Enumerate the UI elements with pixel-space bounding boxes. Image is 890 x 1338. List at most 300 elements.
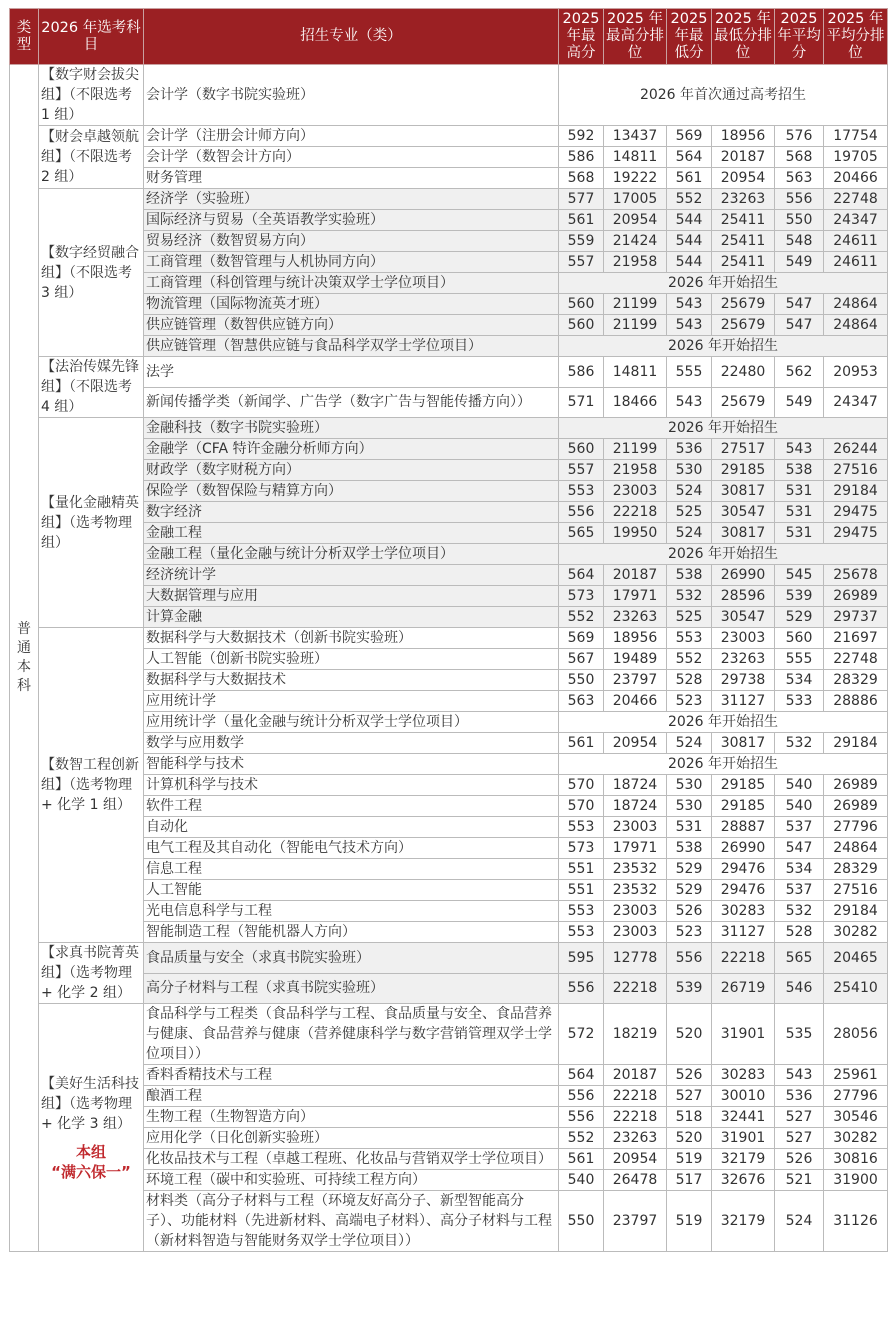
avg-score-cell: 562 bbox=[775, 357, 824, 388]
group-name-cell bbox=[39, 628, 144, 943]
table-row bbox=[10, 189, 888, 210]
max-rank-cell: 20954 bbox=[604, 210, 667, 231]
major-cell: 人工智能 bbox=[144, 880, 559, 901]
max-score-cell: 592 bbox=[559, 126, 604, 147]
min-score-cell: 538 bbox=[667, 565, 712, 586]
avg-rank-cell: 31126 bbox=[824, 1191, 888, 1252]
avg-score-cell: 539 bbox=[775, 586, 824, 607]
min-rank-cell: 20954 bbox=[712, 168, 775, 189]
avg-score-cell: 546 bbox=[775, 973, 824, 1004]
min-rank-cell: 28887 bbox=[712, 817, 775, 838]
min-rank-cell: 26990 bbox=[712, 838, 775, 859]
header-major: 招生专业（类） bbox=[144, 9, 559, 65]
max-rank-cell: 23532 bbox=[604, 880, 667, 901]
avg-rank-cell: 29475 bbox=[824, 502, 888, 523]
major-cell: 财政学（数字财税方向） bbox=[144, 460, 559, 481]
avg-rank-cell: 30816 bbox=[824, 1149, 888, 1170]
max-score-cell: 553 bbox=[559, 922, 604, 943]
major-cell: 会计学（注册会计师方向） bbox=[144, 126, 559, 147]
avg-rank-cell: 27796 bbox=[824, 817, 888, 838]
avg-rank-cell: 26989 bbox=[824, 586, 888, 607]
header-avg-rank: 2025 年平均分排位 bbox=[824, 9, 888, 65]
min-score-cell: 520 bbox=[667, 1128, 712, 1149]
min-score-cell: 517 bbox=[667, 1170, 712, 1191]
max-score-cell: 550 bbox=[559, 1191, 604, 1252]
max-score-cell: 560 bbox=[559, 439, 604, 460]
avg-score-cell: 549 bbox=[775, 387, 824, 418]
avg-score-cell: 531 bbox=[775, 502, 824, 523]
group-name-cell bbox=[39, 1004, 144, 1252]
min-score-cell: 543 bbox=[667, 294, 712, 315]
avg-rank-cell: 24347 bbox=[824, 387, 888, 418]
avg-rank-cell: 29184 bbox=[824, 901, 888, 922]
max-score-cell: 552 bbox=[559, 1128, 604, 1149]
avg-score-cell: 547 bbox=[775, 315, 824, 336]
max-rank-cell: 20954 bbox=[604, 733, 667, 754]
min-score-cell: 524 bbox=[667, 523, 712, 544]
min-rank-cell: 29185 bbox=[712, 775, 775, 796]
major-cell: 金融科技（数字书院实验班） bbox=[144, 418, 559, 439]
max-rank-cell: 13437 bbox=[604, 126, 667, 147]
note-cell: 2026 年开始招生 bbox=[559, 336, 888, 357]
max-rank-cell: 18466 bbox=[604, 387, 667, 418]
major-cell: 金融学（CFA 特许金融分析师方向） bbox=[144, 439, 559, 460]
min-score-cell: 543 bbox=[667, 387, 712, 418]
avg-score-cell: 533 bbox=[775, 691, 824, 712]
min-rank-cell: 22218 bbox=[712, 943, 775, 974]
min-score-cell: 544 bbox=[667, 210, 712, 231]
max-score-cell: 595 bbox=[559, 943, 604, 974]
min-score-cell: 564 bbox=[667, 147, 712, 168]
table-row bbox=[10, 943, 888, 974]
max-score-cell: 572 bbox=[559, 1004, 604, 1065]
max-score-cell: 586 bbox=[559, 357, 604, 388]
max-score-cell: 561 bbox=[559, 210, 604, 231]
max-score-cell: 551 bbox=[559, 880, 604, 901]
avg-score-cell: 547 bbox=[775, 294, 824, 315]
major-cell: 贸易经济（数智贸易方向） bbox=[144, 231, 559, 252]
major-cell: 计算金融 bbox=[144, 607, 559, 628]
min-score-cell: 519 bbox=[667, 1191, 712, 1252]
avg-rank-cell: 27516 bbox=[824, 460, 888, 481]
major-cell: 经济学（实验班） bbox=[144, 189, 559, 210]
max-rank-cell: 23532 bbox=[604, 859, 667, 880]
avg-score-cell: 560 bbox=[775, 628, 824, 649]
min-rank-cell: 30010 bbox=[712, 1086, 775, 1107]
group-name-cell bbox=[39, 189, 144, 357]
table-row bbox=[10, 1004, 888, 1065]
min-rank-cell: 30547 bbox=[712, 502, 775, 523]
avg-score-cell: 538 bbox=[775, 460, 824, 481]
avg-rank-cell: 26989 bbox=[824, 775, 888, 796]
avg-rank-cell: 25961 bbox=[824, 1065, 888, 1086]
min-rank-cell: 30817 bbox=[712, 481, 775, 502]
avg-score-cell: 537 bbox=[775, 817, 824, 838]
min-rank-cell: 32441 bbox=[712, 1107, 775, 1128]
max-score-cell: 573 bbox=[559, 838, 604, 859]
min-score-cell: 528 bbox=[667, 670, 712, 691]
avg-score-cell: 534 bbox=[775, 670, 824, 691]
avg-rank-cell: 22748 bbox=[824, 189, 888, 210]
max-rank-cell: 22218 bbox=[604, 1107, 667, 1128]
max-score-cell: 577 bbox=[559, 189, 604, 210]
avg-score-cell: 532 bbox=[775, 901, 824, 922]
major-cell: 供应链管理（数智供应链方向） bbox=[144, 315, 559, 336]
avg-rank-cell: 25410 bbox=[824, 973, 888, 1004]
group-name: 【数字经贸融合组】（不限选考 3 组） bbox=[41, 244, 139, 301]
min-score-cell: 526 bbox=[667, 1065, 712, 1086]
header-max-rank: 2025 年最高分排位 bbox=[604, 9, 667, 65]
avg-score-cell: 531 bbox=[775, 523, 824, 544]
avg-rank-cell: 27796 bbox=[824, 1086, 888, 1107]
max-rank-cell: 18724 bbox=[604, 796, 667, 817]
min-score-cell: 529 bbox=[667, 880, 712, 901]
avg-rank-cell: 30282 bbox=[824, 1128, 888, 1149]
min-score-cell: 524 bbox=[667, 733, 712, 754]
max-score-cell: 556 bbox=[559, 1107, 604, 1128]
avg-score-cell: 540 bbox=[775, 796, 824, 817]
min-score-cell: 555 bbox=[667, 357, 712, 388]
table-row bbox=[10, 126, 888, 147]
min-rank-cell: 23263 bbox=[712, 649, 775, 670]
avg-rank-cell: 24864 bbox=[824, 838, 888, 859]
major-cell: 酿酒工程 bbox=[144, 1086, 559, 1107]
min-rank-cell: 27517 bbox=[712, 439, 775, 460]
min-rank-cell: 29738 bbox=[712, 670, 775, 691]
min-rank-cell: 29476 bbox=[712, 880, 775, 901]
max-score-cell: 550 bbox=[559, 670, 604, 691]
max-rank-cell: 26478 bbox=[604, 1170, 667, 1191]
min-score-cell: 544 bbox=[667, 231, 712, 252]
avg-score-cell: 543 bbox=[775, 1065, 824, 1086]
avg-rank-cell: 20465 bbox=[824, 943, 888, 974]
group-name-cell bbox=[39, 126, 144, 189]
group-name: 【求真书院菁英组】（选考物理 + 化学 2 组） bbox=[41, 945, 139, 1001]
avg-score-cell: 532 bbox=[775, 733, 824, 754]
avg-rank-cell: 31900 bbox=[824, 1170, 888, 1191]
avg-rank-cell: 22748 bbox=[824, 649, 888, 670]
avg-rank-cell: 27516 bbox=[824, 880, 888, 901]
max-score-cell: 563 bbox=[559, 691, 604, 712]
max-score-cell: 570 bbox=[559, 796, 604, 817]
note-cell: 2026 年开始招生 bbox=[559, 712, 888, 733]
avg-score-cell: 565 bbox=[775, 943, 824, 974]
min-rank-cell: 25679 bbox=[712, 387, 775, 418]
major-cell: 自动化 bbox=[144, 817, 559, 838]
min-score-cell: 569 bbox=[667, 126, 712, 147]
min-rank-cell: 30817 bbox=[712, 733, 775, 754]
group-name: 【数智工程创新组】（选考物理 + 化学 1 组） bbox=[41, 757, 139, 813]
max-score-cell: 560 bbox=[559, 315, 604, 336]
max-score-cell: 556 bbox=[559, 502, 604, 523]
max-rank-cell: 23003 bbox=[604, 817, 667, 838]
min-score-cell: 518 bbox=[667, 1107, 712, 1128]
min-rank-cell: 32676 bbox=[712, 1170, 775, 1191]
header-min-score: 2025 年最低分 bbox=[667, 9, 712, 65]
group-badge-line: 本组 bbox=[75, 1142, 106, 1161]
min-rank-cell: 31901 bbox=[712, 1128, 775, 1149]
avg-rank-cell: 29737 bbox=[824, 607, 888, 628]
avg-rank-cell: 26989 bbox=[824, 796, 888, 817]
max-score-cell: 557 bbox=[559, 460, 604, 481]
major-cell: 光电信息科学与工程 bbox=[144, 901, 559, 922]
min-score-cell: 531 bbox=[667, 817, 712, 838]
max-score-cell: 553 bbox=[559, 901, 604, 922]
avg-score-cell: 527 bbox=[775, 1128, 824, 1149]
avg-score-cell: 521 bbox=[775, 1170, 824, 1191]
avg-score-cell: 536 bbox=[775, 1086, 824, 1107]
max-rank-cell: 20466 bbox=[604, 691, 667, 712]
major-cell: 新闻传播学类（新闻学、广告学（数字广告与智能传播方向）） bbox=[144, 387, 559, 418]
max-rank-cell: 22218 bbox=[604, 502, 667, 523]
max-score-cell: 552 bbox=[559, 607, 604, 628]
min-score-cell: 529 bbox=[667, 859, 712, 880]
max-rank-cell: 19489 bbox=[604, 649, 667, 670]
avg-score-cell: 576 bbox=[775, 126, 824, 147]
max-rank-cell: 21199 bbox=[604, 294, 667, 315]
max-rank-cell: 22218 bbox=[604, 973, 667, 1004]
min-rank-cell: 31901 bbox=[712, 1004, 775, 1065]
max-rank-cell: 18956 bbox=[604, 628, 667, 649]
major-cell: 应用统计学 bbox=[144, 691, 559, 712]
min-score-cell: 543 bbox=[667, 315, 712, 336]
max-score-cell: 568 bbox=[559, 168, 604, 189]
group-name: 【财会卓越领航组】（不限选考 2 组） bbox=[41, 129, 139, 185]
max-rank-cell: 17971 bbox=[604, 838, 667, 859]
major-cell: 数学与应用数学 bbox=[144, 733, 559, 754]
group-name-cell bbox=[39, 357, 144, 418]
max-score-cell: 556 bbox=[559, 973, 604, 1004]
major-cell: 软件工程 bbox=[144, 796, 559, 817]
max-score-cell: 564 bbox=[559, 1065, 604, 1086]
header-min-rank: 2025 年最低分排位 bbox=[712, 9, 775, 65]
major-cell: 会计学（数智会计方向） bbox=[144, 147, 559, 168]
major-cell: 信息工程 bbox=[144, 859, 559, 880]
min-score-cell: 523 bbox=[667, 691, 712, 712]
min-rank-cell: 25679 bbox=[712, 315, 775, 336]
min-score-cell: 525 bbox=[667, 607, 712, 628]
avg-rank-cell: 21697 bbox=[824, 628, 888, 649]
min-rank-cell: 18956 bbox=[712, 126, 775, 147]
note-cell: 2026 年开始招生 bbox=[559, 273, 888, 294]
min-rank-cell: 30283 bbox=[712, 1065, 775, 1086]
avg-score-cell: 534 bbox=[775, 859, 824, 880]
max-score-cell: 586 bbox=[559, 147, 604, 168]
max-rank-cell: 20187 bbox=[604, 1065, 667, 1086]
avg-score-cell: 528 bbox=[775, 922, 824, 943]
group-badge bbox=[41, 1142, 141, 1182]
major-cell: 法学 bbox=[144, 357, 559, 388]
avg-rank-cell: 17754 bbox=[824, 126, 888, 147]
max-rank-cell: 21424 bbox=[604, 231, 667, 252]
avg-rank-cell: 29184 bbox=[824, 733, 888, 754]
avg-score-cell: 545 bbox=[775, 565, 824, 586]
max-rank-cell: 18724 bbox=[604, 775, 667, 796]
min-score-cell: 561 bbox=[667, 168, 712, 189]
max-rank-cell: 21199 bbox=[604, 439, 667, 460]
table-row bbox=[10, 65, 888, 126]
header-avg-score: 2025 年平均分 bbox=[775, 9, 824, 65]
major-cell: 会计学（数字书院实验班） bbox=[144, 65, 559, 126]
min-score-cell: 536 bbox=[667, 439, 712, 460]
min-score-cell: 524 bbox=[667, 481, 712, 502]
group-name-cell bbox=[39, 418, 144, 628]
major-cell: 金融工程 bbox=[144, 523, 559, 544]
min-score-cell: 552 bbox=[667, 649, 712, 670]
avg-score-cell: 543 bbox=[775, 439, 824, 460]
major-cell: 经济统计学 bbox=[144, 565, 559, 586]
max-score-cell: 560 bbox=[559, 294, 604, 315]
major-cell: 环境工程（碳中和实验班、可持续工程方向） bbox=[144, 1170, 559, 1191]
group-name: 【法治传媒先锋组】（不限选考 4 组） bbox=[41, 359, 139, 415]
min-rank-cell: 29476 bbox=[712, 859, 775, 880]
max-score-cell: 556 bbox=[559, 1086, 604, 1107]
avg-rank-cell: 19705 bbox=[824, 147, 888, 168]
avg-rank-cell: 24864 bbox=[824, 315, 888, 336]
max-rank-cell: 22218 bbox=[604, 1086, 667, 1107]
max-score-cell: 567 bbox=[559, 649, 604, 670]
avg-score-cell: 550 bbox=[775, 210, 824, 231]
max-score-cell: 561 bbox=[559, 733, 604, 754]
min-rank-cell: 28596 bbox=[712, 586, 775, 607]
header-max-score: 2025 年最高分 bbox=[559, 9, 604, 65]
min-rank-cell: 30817 bbox=[712, 523, 775, 544]
avg-rank-cell: 24611 bbox=[824, 252, 888, 273]
admission-table-wrapper bbox=[9, 8, 887, 1252]
major-cell: 数据科学与大数据技术（创新书院实验班） bbox=[144, 628, 559, 649]
major-cell: 食品科学与工程类（食品科学与工程、食品质量与安全、食品营养与健康、食品营养与健康（营养健康科学与数字营销管理双学士学位项目）） bbox=[144, 1004, 559, 1065]
note-cell: 2026 年开始招生 bbox=[559, 544, 888, 565]
major-cell: 高分子材料与工程（求真书院实验班） bbox=[144, 973, 559, 1004]
group-name-cell bbox=[39, 943, 144, 1004]
avg-score-cell: 537 bbox=[775, 880, 824, 901]
max-rank-cell: 23003 bbox=[604, 922, 667, 943]
type-cell: 普通本科 bbox=[10, 65, 39, 1252]
min-score-cell: 538 bbox=[667, 838, 712, 859]
avg-rank-cell: 25678 bbox=[824, 565, 888, 586]
max-rank-cell: 23263 bbox=[604, 607, 667, 628]
min-rank-cell: 32179 bbox=[712, 1191, 775, 1252]
min-rank-cell: 22480 bbox=[712, 357, 775, 388]
major-cell: 智能科学与技术 bbox=[144, 754, 559, 775]
min-score-cell: 530 bbox=[667, 460, 712, 481]
major-cell: 保险学（数智保险与精算方向） bbox=[144, 481, 559, 502]
avg-score-cell: 535 bbox=[775, 1004, 824, 1065]
major-cell: 数字经济 bbox=[144, 502, 559, 523]
min-score-cell: 526 bbox=[667, 901, 712, 922]
max-rank-cell: 23797 bbox=[604, 670, 667, 691]
min-score-cell: 530 bbox=[667, 775, 712, 796]
major-cell: 应用统计学（量化金融与统计分析双学士学位项目） bbox=[144, 712, 559, 733]
max-score-cell: 553 bbox=[559, 817, 604, 838]
major-cell: 智能制造工程（智能机器人方向） bbox=[144, 922, 559, 943]
major-cell: 工商管理（科创管理与统计决策双学士学位项目） bbox=[144, 273, 559, 294]
major-cell: 供应链管理（智慧供应链与食品科学双学士学位项目） bbox=[144, 336, 559, 357]
avg-rank-cell: 28329 bbox=[824, 859, 888, 880]
max-rank-cell: 23797 bbox=[604, 1191, 667, 1252]
max-score-cell: 570 bbox=[559, 775, 604, 796]
avg-score-cell: 527 bbox=[775, 1107, 824, 1128]
min-score-cell: 556 bbox=[667, 943, 712, 974]
min-rank-cell: 32179 bbox=[712, 1149, 775, 1170]
avg-score-cell: 526 bbox=[775, 1149, 824, 1170]
min-score-cell: 523 bbox=[667, 922, 712, 943]
min-rank-cell: 26990 bbox=[712, 565, 775, 586]
major-cell: 数据科学与大数据技术 bbox=[144, 670, 559, 691]
table-body bbox=[10, 65, 888, 1252]
min-rank-cell: 25411 bbox=[712, 210, 775, 231]
header-type: 类型 bbox=[10, 9, 39, 65]
min-rank-cell: 31127 bbox=[712, 922, 775, 943]
max-score-cell: 540 bbox=[559, 1170, 604, 1191]
avg-rank-cell: 24864 bbox=[824, 294, 888, 315]
min-score-cell: 553 bbox=[667, 628, 712, 649]
max-rank-cell: 19222 bbox=[604, 168, 667, 189]
major-cell: 生物工程（生物智造方向） bbox=[144, 1107, 559, 1128]
avg-score-cell: 547 bbox=[775, 838, 824, 859]
max-rank-cell: 21199 bbox=[604, 315, 667, 336]
min-score-cell: 552 bbox=[667, 189, 712, 210]
max-rank-cell: 20954 bbox=[604, 1149, 667, 1170]
min-rank-cell: 30547 bbox=[712, 607, 775, 628]
group-badge-line: “满六保一” bbox=[51, 1162, 131, 1181]
max-rank-cell: 18219 bbox=[604, 1004, 667, 1065]
avg-rank-cell: 26244 bbox=[824, 439, 888, 460]
max-rank-cell: 19950 bbox=[604, 523, 667, 544]
max-score-cell: 571 bbox=[559, 387, 604, 418]
avg-rank-cell: 29475 bbox=[824, 523, 888, 544]
max-rank-cell: 23003 bbox=[604, 481, 667, 502]
max-rank-cell: 17971 bbox=[604, 586, 667, 607]
max-score-cell: 565 bbox=[559, 523, 604, 544]
min-rank-cell: 29185 bbox=[712, 460, 775, 481]
max-rank-cell: 23003 bbox=[604, 901, 667, 922]
major-cell: 应用化学（日化创新实验班） bbox=[144, 1128, 559, 1149]
max-rank-cell: 14811 bbox=[604, 147, 667, 168]
major-cell: 物流管理（国际物流英才班） bbox=[144, 294, 559, 315]
max-rank-cell: 23263 bbox=[604, 1128, 667, 1149]
major-cell: 材料类（高分子材料与工程（环境友好高分子、新型智能高分子）、功能材料（先进新材料、高端电子材料）、高分子材料与工程（新材料智造与智能财务双学士学位项目）） bbox=[144, 1191, 559, 1252]
major-cell: 食品质量与安全（求真书院实验班） bbox=[144, 943, 559, 974]
table-row bbox=[10, 357, 888, 388]
min-score-cell: 525 bbox=[667, 502, 712, 523]
max-rank-cell: 14811 bbox=[604, 357, 667, 388]
avg-rank-cell: 24611 bbox=[824, 231, 888, 252]
major-cell: 大数据管理与应用 bbox=[144, 586, 559, 607]
min-score-cell: 527 bbox=[667, 1086, 712, 1107]
avg-rank-cell: 30546 bbox=[824, 1107, 888, 1128]
max-score-cell: 564 bbox=[559, 565, 604, 586]
min-rank-cell: 25411 bbox=[712, 231, 775, 252]
note-cell: 2026 年首次通过高考招生 bbox=[559, 65, 888, 126]
note-cell: 2026 年开始招生 bbox=[559, 418, 888, 439]
avg-rank-cell: 24347 bbox=[824, 210, 888, 231]
min-rank-cell: 23003 bbox=[712, 628, 775, 649]
max-rank-cell: 21958 bbox=[604, 252, 667, 273]
max-score-cell: 573 bbox=[559, 586, 604, 607]
avg-rank-cell: 28056 bbox=[824, 1004, 888, 1065]
avg-score-cell: 549 bbox=[775, 252, 824, 273]
avg-score-cell: 563 bbox=[775, 168, 824, 189]
major-cell: 国际经济与贸易（全英语教学实验班） bbox=[144, 210, 559, 231]
max-rank-cell: 21958 bbox=[604, 460, 667, 481]
header-row bbox=[10, 9, 888, 65]
avg-score-cell: 529 bbox=[775, 607, 824, 628]
min-rank-cell: 26719 bbox=[712, 973, 775, 1004]
max-score-cell: 559 bbox=[559, 231, 604, 252]
avg-score-cell: 548 bbox=[775, 231, 824, 252]
note-cell: 2026 年开始招生 bbox=[559, 754, 888, 775]
